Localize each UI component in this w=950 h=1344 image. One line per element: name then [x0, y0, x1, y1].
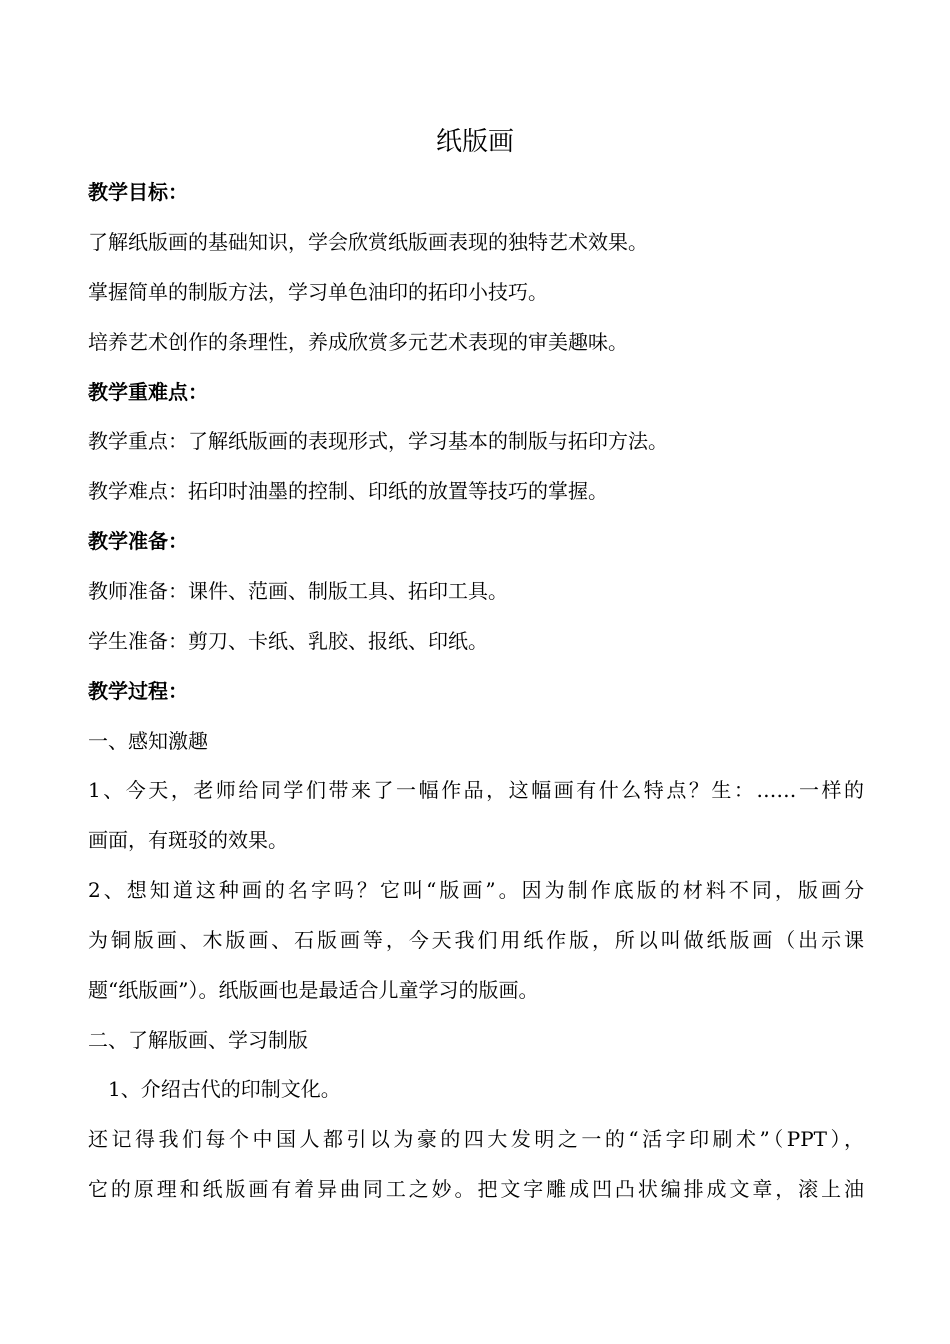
section-heading-1: 一、感知激趣 [88, 729, 208, 753]
section-heading-2: 二、了解版画、学习制版 [88, 1028, 308, 1052]
heading-teaching-process: 教学过程： [88, 679, 188, 703]
paragraph-2-line-1: 2、想知道这种画的名字吗？它叫“版画”。因为制作底版的材料不同，版画分 [88, 878, 864, 902]
goal-item-3: 培养艺术创作的条理性，养成欣赏多元艺术表现的审美趣味。 [88, 330, 628, 354]
difficult-point: 教学难点：拓印时油墨的控制、印纸的放置等技巧的掌握。 [88, 479, 608, 503]
paragraph-2-line-2: 为铜版画、木版画、石版画等，今天我们用纸作版，所以叫做纸版画（出示课 [88, 928, 864, 952]
document-title: 纸版画 [435, 127, 514, 157]
student-preparation: 学生准备：剪刀、卡纸、乳胶、报纸、印纸。 [88, 629, 488, 653]
paragraph-2-line-3: 题“纸版画”）。纸版画也是最适合儿童学习的版画。 [88, 978, 539, 1002]
sub-item-1: 1、介绍古代的印制文化。 [108, 1077, 341, 1101]
paragraph-3-line-1: 还记得我们每个中国人都引以为豪的四大发明之一的“活字印刷术”（PPT）， [88, 1127, 864, 1151]
paragraph-3-line-2: 它的原理和纸版画有着异曲同工之妙。把文字雕成凹凸状编排成文章，滚上油 [88, 1177, 864, 1201]
heading-preparation: 教学准备： [88, 529, 188, 553]
heading-teaching-goals: 教学目标： [88, 180, 188, 204]
paragraph-1-line-1: 1、今天，老师给同学们带来了一幅作品，这幅画有什么特点？生：……一样的 [88, 778, 864, 802]
paragraph-1-line-2: 画面，有斑驳的效果。 [88, 828, 288, 852]
goal-item-1: 了解纸版画的基础知识，学会欣赏纸版画表现的独特艺术效果。 [88, 230, 648, 254]
key-point: 教学重点：了解纸版画的表现形式，学习基本的制版与拓印方法。 [88, 429, 668, 453]
goal-item-2: 掌握简单的制版方法，学习单色油印的拓印小技巧。 [88, 280, 548, 304]
heading-key-points: 教学重难点： [88, 380, 208, 404]
teacher-preparation: 教师准备：课件、范画、制版工具、拓印工具。 [88, 579, 508, 603]
